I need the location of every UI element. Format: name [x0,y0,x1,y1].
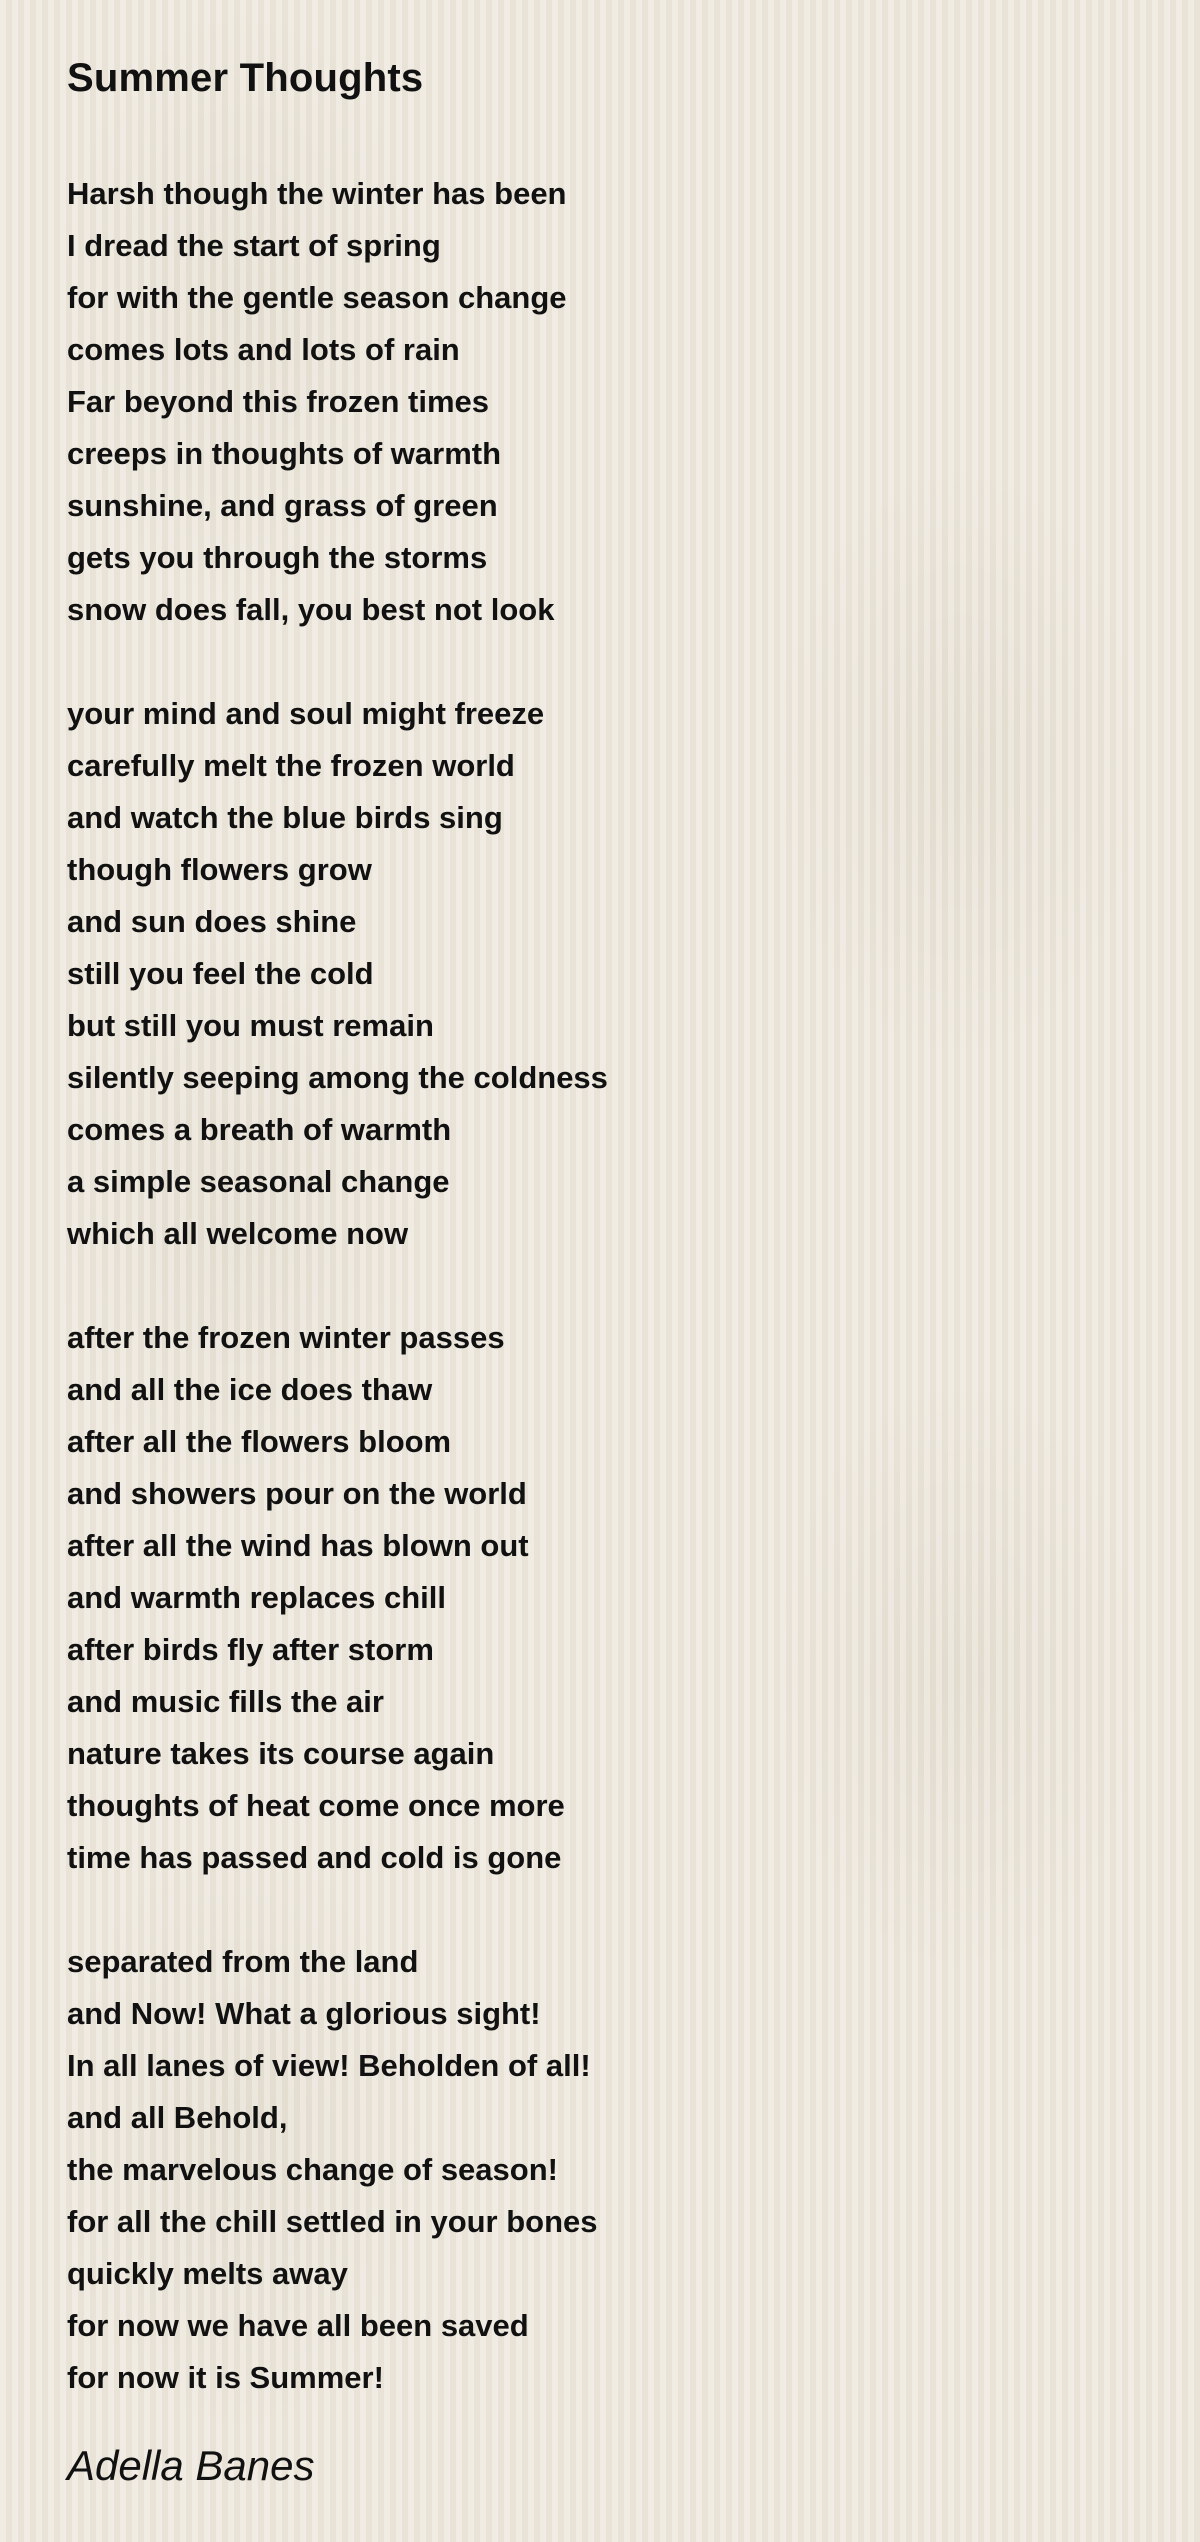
poem-line: In all lanes of view! Beholden of all! [67,2048,591,2083]
poem-line: sunshine, and grass of green [67,488,498,523]
poem-line: carefully melt the frozen world [67,748,515,783]
poem-line: and all the ice does thaw [67,1372,433,1407]
poem-line: after the frozen winter passes [67,1320,505,1355]
poem-body [67,176,1147,2438]
poem-line: thoughts of heat come once more [67,1788,565,1823]
poem-line: separated from the land [67,1944,419,1979]
poem-line: still you feel the cold [67,956,374,991]
poem-line: and all Behold, [67,2100,288,2135]
poem-line: the marvelous change of season! [67,2152,558,2187]
poem-line: time has passed and cold is gone [67,1840,562,1875]
poem-line: for with the gentle season change [67,280,567,315]
poem-line: after birds fly after storm [67,1632,434,1667]
poem-line: gets you through the storms [67,540,488,575]
poem-line: for all the chill settled in your bones [67,2204,598,2239]
poem-line: comes a breath of warmth [67,1112,452,1147]
poem-line: but still you must remain [67,1008,434,1043]
poem-line: and warmth replaces chill [67,1580,447,1615]
poem-line: comes lots and lots of rain [67,332,460,367]
poem-line: and showers pour on the world [67,1476,527,1511]
poem-line: I dread the start of spring [67,228,441,263]
poem-line: nature takes its course again [67,1736,495,1771]
poem-page [67,48,1147,2438]
poem-author: Adella Banes [67,2442,315,2489]
poem-line: Far beyond this frozen times [67,384,490,419]
poem-line: for now it is Summer! [67,2360,384,2395]
poem-line: and sun does shine [67,904,357,939]
poem-line: creeps in thoughts of warmth [67,436,502,471]
poem-line: and Now! What a glorious sight! [67,1996,541,2031]
poem-line: for now we have all been saved [67,2308,529,2343]
poem-line: after all the flowers bloom [67,1424,452,1459]
poem-line: though flowers grow [67,852,372,887]
poem-line: snow does fall, you best not look [67,592,555,627]
poem-line: and watch the blue birds sing [67,800,503,835]
poem-line: a simple seasonal change [67,1164,450,1199]
poem-line: silently seeping among the coldness [67,1060,608,1095]
poem-line: quickly melts away [67,2256,348,2291]
poem-line: after all the wind has blown out [67,1528,529,1563]
poem-line: Harsh though the winter has been [67,176,567,211]
poem-line: which all welcome now [67,1216,409,1251]
poem-line: your mind and soul might freeze [67,696,545,731]
poem-title: Summer Thoughts [67,56,424,100]
poem-line: and music fills the air [67,1684,384,1719]
